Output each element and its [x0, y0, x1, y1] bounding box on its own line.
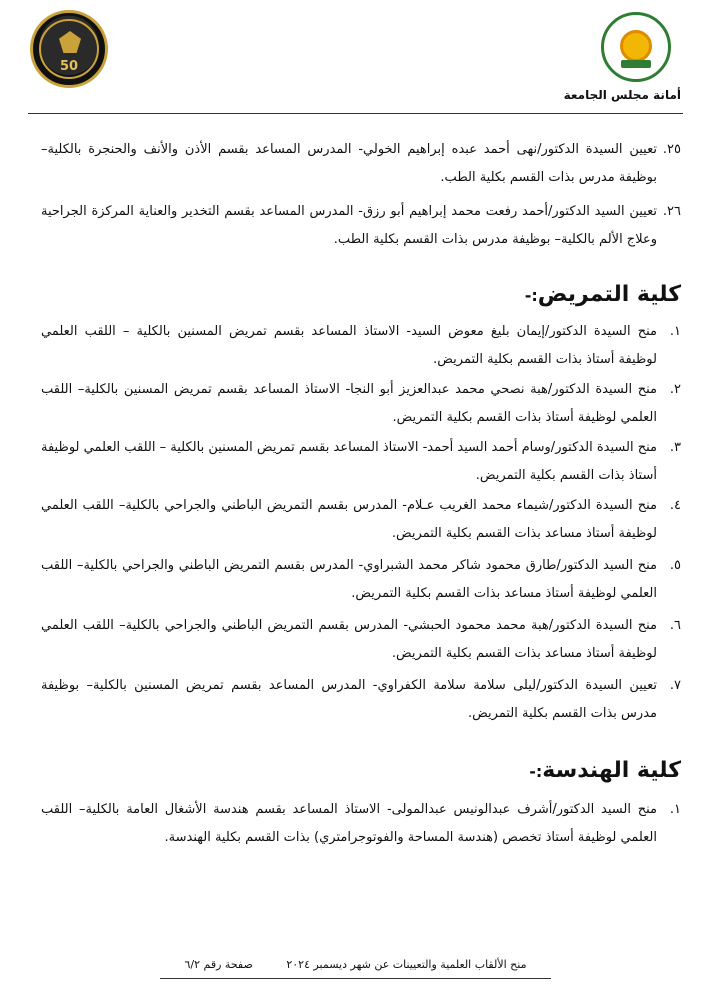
list-item [41, 552, 681, 608]
list-item [41, 318, 681, 374]
item-number: ٥. [669, 558, 681, 573]
item-number: ٤. [669, 498, 681, 513]
item-text: منح السيد الدكتور/أشرف عبدالونيس عبدالمولى- الاستاذ المساعد بقسم هندسة الأشغال العامة بالكلية– اللقب العلمي لوظيفة أستاذ تخصص (هندسة المساحة والفوتوجرامتري) بذات القسم بكلية الهندسة. [41, 802, 657, 845]
anniversary-logo [30, 10, 108, 88]
item-number: ٣. [669, 440, 681, 455]
footer-title: منح الألقاب العلمية والتعيينات عن شهر ديسمبر ٢٠٢٤ [286, 958, 527, 971]
item-text: منح السيدة الدكتور/هبة نصحي محمد عبدالعزيز أبو النجا- الاستاذ المساعد بقسم تمريض المسنين بالكلية– اللقب العلمي لوظيفة أستاذ بذات القسم بكلية التمريض. [41, 382, 657, 425]
header-divider [28, 113, 683, 114]
list-item [41, 796, 681, 852]
council-secretariat-caption: أمانة مجلس الجامعة [563, 88, 681, 102]
section-title-nursing [525, 282, 681, 307]
item-number: ١. [669, 324, 681, 339]
item-text: منح السيدة الدكتور/وسام أحمد السيد أحمد- الاستاذ المساعد بقسم تمريض المسنين بالكلية – اللقب العلمي لوظيفة أستاذ بذات القسم بكلية التمريض. [41, 440, 657, 483]
item-text: تعيين السيدة الدكتور/نهى أحمد عبده إبراهيم الخولي- المدرس المساعد بقسم الأذن والأنف والحنجرة بالكلية– بوظيفة مدرس بذات القسم بكلية الطب. [41, 142, 657, 185]
university-logo [601, 12, 671, 82]
list-item [41, 434, 681, 490]
item-text: تعيين السيدة الدكتور/ليلى سلامة سلامة الكفراوي- المدرس المساعد بقسم تمريض المسنين بالكلية– بوظيفة مدرس بذات القسم بكلية التمريض. [41, 678, 657, 721]
item-number: ١. [669, 802, 681, 817]
item-number: ٢. [669, 382, 681, 397]
section-title-engineering [529, 758, 681, 783]
item-text: تعيين السيد الدكتور/أحمد رفعت محمد إبراهيم أبو رزق- المدرس المساعد بقسم التخدير والعناية المركزة الجراحية وعلاج الألم بالكلية– بوظيفة مدرس بذات القسم بكلية الطب. [41, 204, 657, 247]
list-item [41, 376, 681, 432]
item-number: ٦. [669, 618, 681, 633]
item-text: منح السيدة الدكتور/إيمان بليغ معوض السيد- الاستاذ المساعد بقسم تمريض المسنين بالكلية – اللقب العلمي لوظيفة أستاذ بذات القسم بكلية التمريض. [41, 324, 657, 367]
item-text: منح السيدة الدكتور/هبة محمد محمود الحبشي- المدرس بقسم التمريض الباطني والجراحي بالكلية– اللقب العلمي لوظيفة أستاذ مساعد بذات القسم بكلية التمريض. [41, 618, 657, 661]
logo-year: 50 [59, 59, 79, 74]
logo-base [621, 60, 651, 68]
page-number: صفحة رقم ٦/٢ [184, 958, 253, 971]
item-number: ٢٦. [662, 204, 681, 219]
section-title-suffix: :- [524, 286, 538, 305]
page-footer [0, 958, 711, 971]
list-item [41, 198, 681, 254]
logo-sun [620, 30, 652, 62]
section-title-suffix: :- [529, 762, 543, 781]
list-item [41, 492, 681, 548]
list-item [41, 136, 681, 192]
section-title-text: كلية التمريض [537, 282, 681, 307]
footer-divider [160, 978, 551, 979]
list-item [41, 612, 681, 668]
list-item [41, 672, 681, 728]
item-number: ٢٥. [662, 142, 681, 157]
item-text: منح السيدة الدكتور/شيماء محمد الغريب عـلام- المدرس بقسم التمريض الباطني والجراحي بالكلية– اللقب العلمي لوظيفة أستاذ مساعد بذات القسم بكلية التمريض. [41, 498, 657, 541]
item-text: منح السيد الدكتور/طارق محمود شاكر محمد الشبراوي- المدرس بقسم التمريض الباطني والجراحي بالكلية– اللقب العلمي لوظيفة أستاذ مساعد بذات القسم بكلية التمريض. [41, 558, 657, 601]
section-title-text: كلية الهندسة [542, 758, 681, 783]
item-number: ٧. [669, 678, 681, 693]
